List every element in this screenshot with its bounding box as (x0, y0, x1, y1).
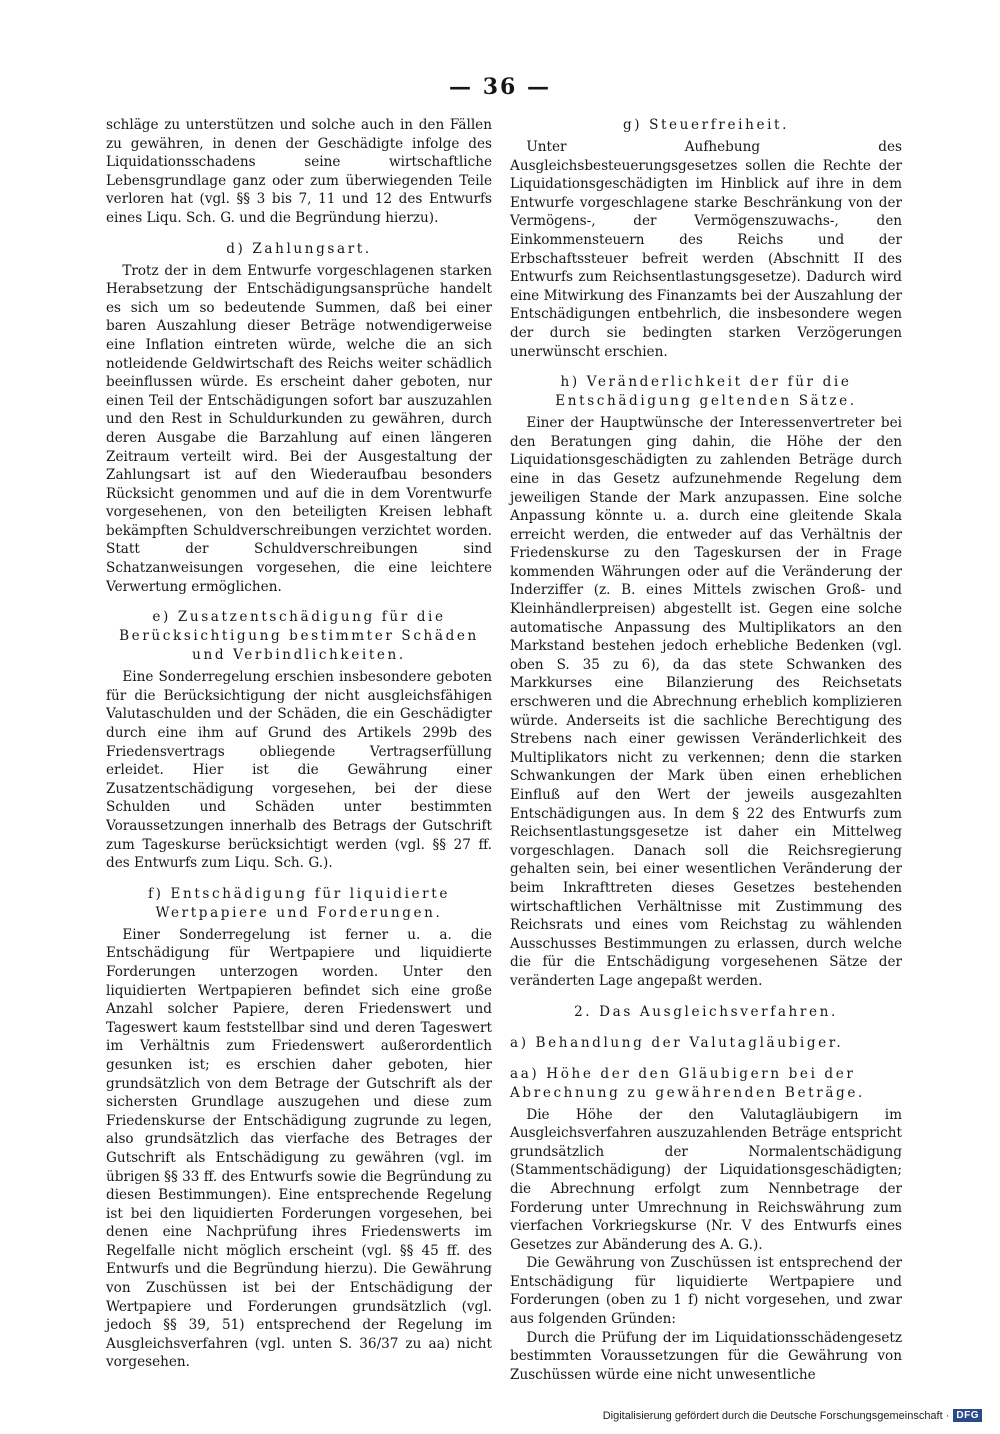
footer-text: Digitalisierung gefördert durch die Deutsche Forschungsgemeinschaft · (602, 1409, 950, 1422)
section-heading-a: a) Behandlung der Valutagläubiger. (510, 1034, 844, 1051)
left-column (106, 116, 492, 1372)
section-heading-g: g) Steuerfreiheit. (622, 117, 790, 133)
dfg-logo: DFG (953, 1409, 982, 1422)
section-heading-h: h) Veränderlichkeit der für die Entschädigung geltenden Sätze. (555, 374, 857, 410)
paragraph-wertpapiere: Einer Sonderregelung ist ferner u. a. die Entschädigung für Wertpapiere und liquidierte Forderungen unterzogen worden. Unter den liquidierten Wertpapieren befindet sich eine große Anzahl solcher Papiere, deren Friedenswert und Tageswert kaum feststellbar sind und deren Tageswert im Verhältnis zum Friedenswert außerordentlich gesunken ist; es erschien daher geboten, hier grundsätzlich von dem Betrage der Gutschrift als der sichersten Grundlage auszugehen und diese zum Friedenskurse der Entschädigung zugrunde zu legen, also grundsätzlich das vierfache des Betrages der Gutschrift als Entschädigung zu gewähren (vgl. im übrigen §§ 33 ff. des Entwurfs sowie die Begründung zu diesen Bestimmungen). Eine entsprechende Regelung ist bei den liquidierten Forderungen vorgesehen, bei denen eine Nachprüfung ihres Friedenswerts im Regelfalle nicht möglich erscheint (vgl. §§ 45 ff. des Entwurfs und die Begründung hierzu). Die Gewährung von Zuschüssen ist bei der Entschädigung der Wertpapiere und Forderungen grundsätzlich (vgl. jedoch §§ 39, 51) entsprechend der Regelung im Ausgleichsverfahren (vgl. unten S. 36/37 zu aa) nicht vorgesehen. (106, 926, 492, 1371)
section-heading-aa: aa) Höhe der den Gläubigern bei der Abrechnung zu gewährenden Beträge. (510, 1065, 865, 1101)
section-heading-f: f) Entschädigung für liquidierte Wertpapiere und Forderungen. (148, 885, 450, 921)
paragraph-hoehe: Die Höhe der den Valutagläubigern im Ausgleichsverfahren auszuzahlenden Beträge entspricht grundsätzlich der Normalentschädigung (Stammentschädigung) der Liquidationsgeschädigten; die Abrechnung erfolgt zum Nennbetrage der Forderung unter Umrechnung in Reichswährung zum vierfachen Vorkriegskurse (Nr. V des Entwurfs eines Gesetzes zur Abänderung des A. G.). (510, 1106, 902, 1253)
paragraph-zusatzentschaedigung: Eine Sonderregelung erschien insbesondere geboten für die Berücksichtigung der nicht ausgleichsfähigen Valutaschulden und der Schäden, die ein Geschädigter durch eine ihm auf Grund des Artikels 299b des Friedensvertrags obliegende Vertragserfüllung erleidet. Hier ist die Gewährung einer Zusatzentschädigung vorgesehen, bei der diese Schulden und Schäden unter bestimmten Voraussetzungen innerhalb des Betrags der Gutschrift zum Tageskurse berücksichtigt werden (vgl. §§ 27 ff. des Entwurfs zum Liqu. Sch. G.). (106, 669, 492, 872)
section-heading-e: e) Zusatzentschädigung für die Berücksichtigung bestimmter Schäden und Verbindlichkeiten. (119, 609, 479, 664)
paragraph-zahlungsart: Trotz der in dem Entwurfe vorgeschlagenen starken Herabsetzung der Entschädigungsansprüche handelt es sich um so bedeutende Summen, daß bei einer baren Auszahlung dieser Beträge notwendigerweise eine Inflation eintreten würde, welche die an sich notleidende Geldwirtschaft des Reichs weiter schädlich beeinflussen würde. Es erscheint daher geboten, nur einen Teil der Entschädigungen sofort bar auszuzahlen und den Rest in Schuldurkunden zu gewähren, durch deren Ausgabe die Barzahlung auf einen längeren Zeitraum verteilt wird. Bei der Ausgestaltung der Zahlungsart ist auf den Wiederaufbau besonders Rücksicht genommen und auf die in dem Vorentwurfe vorgesehenen, von den beteiligten Kreisen lebhaft bekämpften Schuldverschreibungen verzichtet worden. Statt der Schuldverschreibungen sind Schatzanweisungen vorgesehen, die eine leichtere Verwertung ermöglichen. (106, 262, 492, 595)
page-number: — 36 — (449, 74, 551, 100)
paragraph-steuerfreiheit: Unter Aufhebung des Ausgleichsbesteuerungsgesetzes sollen die Rechte der Liquidationsgeschädigten im Hinblick auf ihre in dem Entwurfe vorgeschlagene starke Beschränkung von der Vermögens-, der Vermögenszuwachs-, den Einkommensteuern des Reichs und der Erbschaftssteuer befreit werden (Abschnitt II des Entwurfs zum Reichsentlastungsgesetze). Dadurch wird eine Mitwirkung des Finanzamts bei der Auszahlung der Entschädigungen entbehrlich, die insbesondere wegen der durch sie bedingten starken Verzögerungen unerwünscht erschien. (510, 139, 902, 360)
paragraph-zuschuesse: Die Gewährung von Zuschüssen ist entsprechend der Entschädigung für liquidierte Wertpapiere und Forderungen (oben zu 1 f) nicht vorgesehen, und zwar aus folgenden Gründen: (510, 1255, 902, 1328)
section-heading-2: 2. Das Ausgleichsverfahren. (574, 1003, 838, 1020)
section-heading-d: d) Zahlungsart. (226, 240, 372, 257)
footer (603, 1409, 982, 1422)
right-column (510, 116, 902, 1384)
paragraph-continuation: schläge zu unterstützen und solche auch in den Fällen zu gewähren, in denen der Geschädigte infolge des Liquidationsschadens seine wirtschaftliche Lebensgrundlage ganz oder zum überwiegenden Teile verloren hat (vgl. §§ 3 bis 7, 11 und 12 des Entwurfs eines Liqu. Sch. G. und die Begründung hierzu). (106, 117, 492, 226)
paragraph-pruefung: Durch die Prüfung der im Liquidationsschädengesetz bestimmten Voraussetzungen für die Gewährung von Zuschüssen würde eine nicht unwesentliche (510, 1329, 902, 1383)
paragraph-veraenderlichkeit: Einer der Hauptwünsche der Interessenvertreter bei den Beratungen ging dahin, die Höhe der den Liquidationsgeschädigten zu zahlenden Beträge durch eine in das Gesetz aufzunehmende Regelung dem jeweiligen Stande der Mark anzupassen. Eine solche Anpassung könnte u. a. durch eine gleitende Skala erreicht werden, die entweder auf das Verhältnis der Friedenskurse zu den Tageskursen der in Frage kommenden Währungen oder auf die Veränderung der Inderziffer (z. B. eines Mittels zwischen Groß- und Kleinhändlerpreisen) abgestellt ist. Gegen eine solche automatische Anpassung des Multiplikators an den Markstand bestehen jedoch erhebliche Bedenken (vgl. oben S. 35 zu 6), da das stete Schwanken des Markkurses eine Bilanzierung des Reichsetats erschweren und die Abrechnung erheblich komplizieren würde. Anderseits ist die sachliche Berechtigung des Strebens nach einer gewissen Veränderlichkeit des Multiplikators nicht zu verkennen; denn die starken Schwankungen der Mark üben einen erheblichen Einfluß auf den Wert der jeweils ausgezahlten Entschädigungen aus. In dem § 22 des Entwurfs zum Reichsentlastungsgesetze ist daher ein Mittelweg vorgeschlagen. Danach soll die Reichsregierung gehalten sein, bei einer wesentlichen Veränderung der beim Inkrafttreten dieses Gesetzes bestehenden wirtschaftlichen Verhältnisse mit Zustimmung des Reichsrats und eines vom Reichstag zu wählenden Ausschusses Bestimmungen zu erlassen, durch welche die für die Entschädigung vorgesehenen Sätze der veränderten Lage angepaßt werden. (510, 415, 902, 989)
